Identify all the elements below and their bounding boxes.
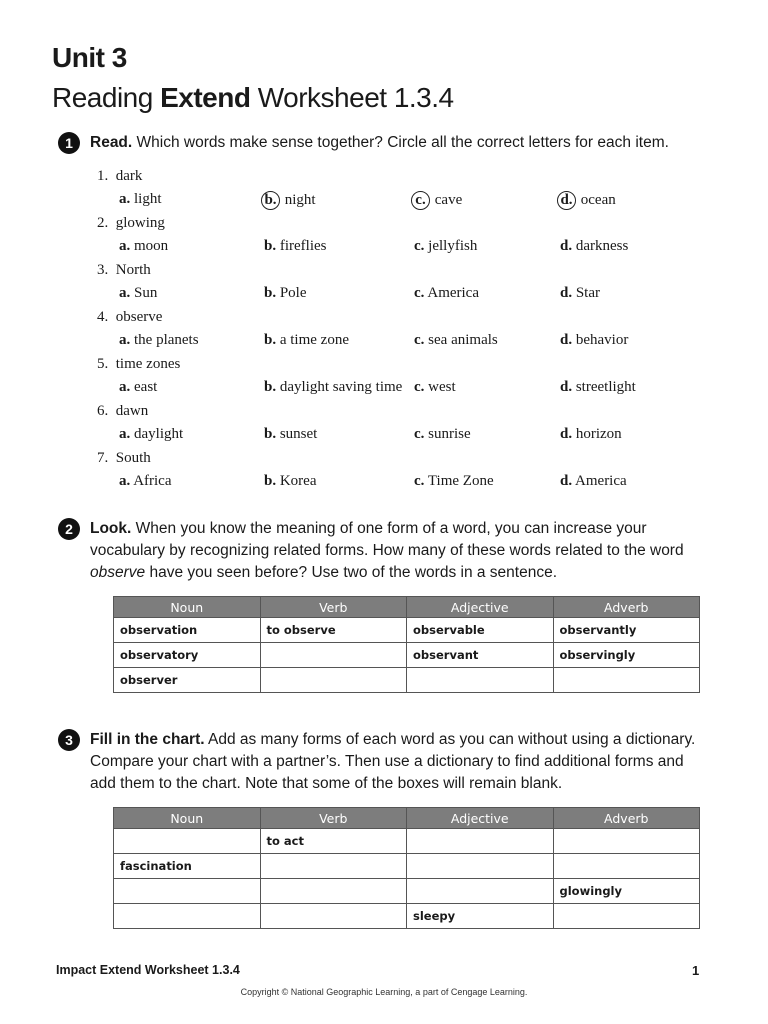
table-cell: to act: [260, 829, 407, 854]
option-text: daylight: [134, 426, 184, 442]
option-letter: a.: [119, 332, 131, 348]
option-text: horizon: [575, 426, 622, 442]
section-2-instructions: [58, 518, 708, 584]
table-cell: observatory: [114, 643, 261, 668]
word-forms-chart: [113, 807, 700, 929]
option-letter: d.: [560, 238, 573, 254]
column-header-adjective: Adjective: [407, 597, 554, 618]
table-row: [114, 618, 700, 643]
item-number: 6.: [97, 403, 109, 419]
option-letter: c.: [414, 238, 425, 254]
circled-option-letter: c.: [411, 191, 430, 210]
option-letter: a.: [119, 379, 131, 395]
answer-option[interactable]: [119, 473, 172, 490]
table-cell[interactable]: [553, 854, 700, 879]
section-1-lead: Read.: [90, 134, 133, 151]
option-text: night: [284, 192, 316, 208]
answer-option[interactable]: [119, 285, 157, 302]
table-cell: observantly: [553, 618, 700, 643]
page-number: 1: [692, 963, 700, 978]
item-word: time zones: [115, 356, 181, 372]
answer-option[interactable]: [414, 426, 471, 443]
answer-option[interactable]: [264, 426, 317, 443]
table-cell[interactable]: [553, 668, 700, 693]
option-text: Pole: [279, 285, 307, 301]
section-3-number: 3: [58, 729, 80, 751]
answer-option[interactable]: [264, 332, 349, 349]
option-text: a time zone: [279, 332, 349, 348]
table-cell: glowingly: [553, 879, 700, 904]
item-prompt: [97, 168, 142, 185]
option-text: the planets: [134, 332, 199, 348]
option-text: cave: [434, 192, 463, 208]
table-cell[interactable]: [260, 879, 407, 904]
answer-option[interactable]: [414, 238, 477, 255]
option-text: sunrise: [428, 426, 471, 442]
item-number: 4.: [97, 309, 109, 325]
answer-option[interactable]: [560, 473, 627, 490]
table-row: [114, 854, 700, 879]
item-prompt: [97, 356, 180, 373]
table-cell: fascination: [114, 854, 261, 879]
answer-option[interactable]: [560, 426, 622, 443]
answer-option[interactable]: [560, 332, 628, 349]
option-letter: c.: [414, 473, 425, 489]
column-header-verb: Verb: [260, 597, 407, 618]
answer-option[interactable]: [414, 332, 498, 349]
table-cell[interactable]: [407, 854, 554, 879]
item-number: 3.: [97, 262, 109, 278]
section-2-text-b: have you seen before? Use two of the words in a sentence.: [145, 564, 558, 581]
option-letter: b.: [264, 332, 277, 348]
section-1-instructions: [58, 132, 708, 154]
item-prompt: [97, 403, 148, 420]
option-text: streetlight: [575, 379, 636, 395]
copyright-notice: Copyright © National Geographic Learning, a part of Cengage Learning.: [240, 987, 528, 997]
table-row: [114, 904, 700, 929]
answer-option[interactable]: [264, 238, 326, 255]
answer-option[interactable]: [560, 285, 600, 302]
answer-option[interactable]: [264, 379, 402, 396]
column-header-verb: Verb: [260, 808, 407, 829]
option-text: jellyfish: [428, 238, 478, 254]
circled-option-letter: b.: [261, 191, 280, 210]
title-suffix: Worksheet 1.3.4: [250, 82, 454, 113]
item-word: observe: [115, 309, 163, 325]
table-cell: observingly: [553, 643, 700, 668]
option-letter: b.: [264, 285, 277, 301]
table-cell[interactable]: [407, 829, 554, 854]
answer-option[interactable]: [264, 191, 316, 210]
table-cell[interactable]: [407, 668, 554, 693]
option-letter: a.: [119, 285, 131, 301]
section-3-instructions: [58, 729, 708, 795]
option-letter: d.: [560, 426, 573, 442]
option-text: moon: [134, 238, 169, 254]
answer-option[interactable]: [264, 473, 317, 490]
option-letter: b.: [264, 379, 277, 395]
option-text: east: [134, 379, 158, 395]
table-cell[interactable]: [260, 904, 407, 929]
answer-option[interactable]: [560, 238, 628, 255]
item-prompt: [97, 450, 151, 467]
answer-option[interactable]: [119, 191, 162, 208]
option-letter: c.: [414, 285, 425, 301]
title-prefix: Reading: [52, 82, 161, 113]
section-1-number: 1: [58, 132, 80, 154]
option-letter: c.: [414, 332, 425, 348]
answer-option[interactable]: [119, 426, 183, 443]
section-2-text-a: When you know the meaning of one form of a word, you can increase your vocabulary by recognizing related forms. How many of these words related to the word: [90, 520, 684, 559]
table-cell: observant: [407, 643, 554, 668]
option-letter: a.: [119, 238, 131, 254]
option-text: Star: [575, 285, 601, 301]
option-text: sea animals: [428, 332, 498, 348]
item-prompt: [97, 262, 151, 279]
option-letter: b.: [264, 473, 277, 489]
option-letter: d.: [560, 332, 573, 348]
option-text: America: [427, 285, 479, 301]
option-text: America: [575, 473, 627, 489]
option-letter: c.: [414, 426, 425, 442]
item-word: dark: [115, 168, 143, 184]
answer-option[interactable]: [119, 332, 199, 349]
table-cell: observable: [407, 618, 554, 643]
answer-option[interactable]: [414, 285, 479, 302]
table-cell[interactable]: [260, 643, 407, 668]
table-cell: to observe: [260, 618, 407, 643]
column-header-noun: Noun: [114, 597, 261, 618]
table-cell[interactable]: [553, 829, 700, 854]
option-letter: c.: [414, 379, 425, 395]
title-bold-word: Extend: [160, 82, 251, 113]
item-number: 1.: [97, 168, 109, 184]
option-text: light: [134, 191, 162, 207]
table-cell[interactable]: [260, 668, 407, 693]
answer-option[interactable]: [119, 238, 168, 255]
section-2-number: 2: [58, 518, 80, 540]
option-letter: a.: [119, 191, 131, 207]
item-word: North: [115, 262, 151, 278]
footer-title: Impact Extend Worksheet 1.3.4: [56, 963, 240, 977]
section-2-lead: Look.: [90, 520, 132, 537]
answer-option[interactable]: [264, 285, 307, 302]
option-text: Korea: [279, 473, 317, 489]
answer-option[interactable]: [414, 473, 494, 490]
option-text: Sun: [134, 285, 158, 301]
answer-option[interactable]: [560, 379, 636, 396]
table-cell[interactable]: [553, 904, 700, 929]
answer-option[interactable]: [414, 379, 456, 396]
option-text: west: [428, 379, 456, 395]
table-cell: observer: [114, 668, 261, 693]
circled-option-letter: d.: [557, 191, 576, 210]
item-prompt: [97, 309, 162, 326]
option-text: Africa: [133, 473, 172, 489]
table-cell[interactable]: [407, 879, 554, 904]
option-text: darkness: [575, 238, 629, 254]
table-row: [114, 668, 700, 693]
item-prompt: [97, 215, 165, 232]
section-1-text: Which words make sense together? Circle all the correct letters for each item.: [132, 134, 669, 151]
option-letter: d.: [560, 285, 573, 301]
item-number: 2.: [97, 215, 109, 231]
table-cell[interactable]: [114, 829, 261, 854]
option-text: daylight saving time: [279, 379, 403, 395]
option-letter: b.: [264, 426, 277, 442]
observe-forms-table: [113, 596, 700, 693]
worksheet-title: [52, 82, 454, 114]
option-letter: d.: [560, 473, 573, 489]
answer-option[interactable]: [560, 191, 616, 210]
column-header-noun: Noun: [114, 808, 261, 829]
answer-option[interactable]: [414, 191, 462, 210]
table-cell: observation: [114, 618, 261, 643]
column-header-adverb: Adverb: [553, 808, 700, 829]
section-3-text: Add as many forms of each word as you can without using a dictionary. Compare your chart with a partner’s. Then use a dictionary to find additional forms and add them to the chart. Note that some of the boxes will remain blank.: [90, 731, 696, 792]
table-cell: sleepy: [407, 904, 554, 929]
column-header-adjective: Adjective: [407, 808, 554, 829]
option-letter: a.: [119, 473, 131, 489]
section-2-italic-word: observe: [90, 564, 146, 581]
table-row: [114, 643, 700, 668]
item-number: 7.: [97, 450, 109, 466]
option-text: ocean: [580, 192, 616, 208]
table-cell[interactable]: [260, 854, 407, 879]
table-cell[interactable]: [114, 904, 261, 929]
column-header-adverb: Adverb: [553, 597, 700, 618]
unit-heading: Unit 3: [52, 42, 127, 73]
option-text: fireflies: [279, 238, 327, 254]
item-word: glowing: [115, 215, 165, 231]
option-letter: b.: [264, 238, 277, 254]
option-text: behavior: [575, 332, 629, 348]
item-word: South: [115, 450, 151, 466]
table-row: [114, 829, 700, 854]
item-number: 5.: [97, 356, 109, 372]
option-text: sunset: [279, 426, 318, 442]
answer-option[interactable]: [119, 379, 157, 396]
option-letter: d.: [560, 379, 573, 395]
option-text: Time Zone: [427, 473, 494, 489]
item-word: dawn: [115, 403, 149, 419]
option-letter: a.: [119, 426, 131, 442]
table-row: [114, 879, 700, 904]
table-cell[interactable]: [114, 879, 261, 904]
section-3-lead: Fill in the chart.: [90, 731, 205, 748]
